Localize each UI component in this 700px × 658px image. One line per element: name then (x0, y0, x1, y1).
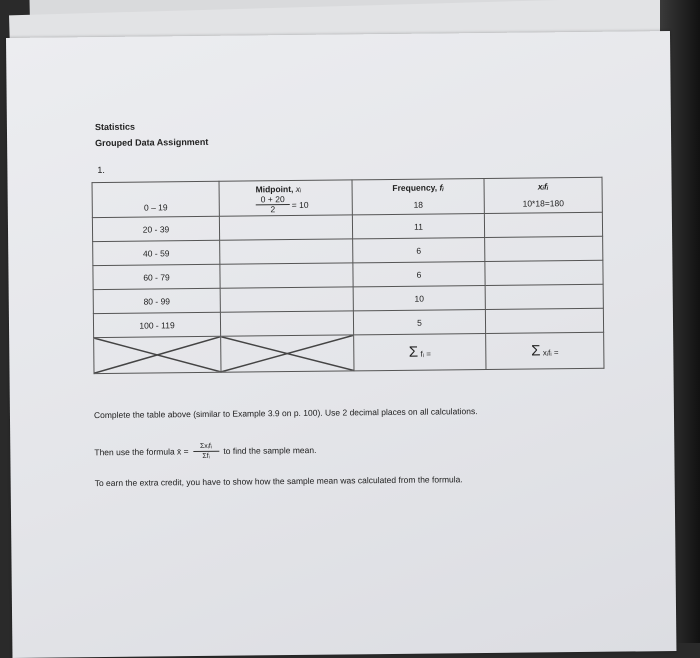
midpoint-cell (219, 215, 352, 240)
crossed-out-cell (221, 335, 354, 372)
midpoint-header-label: Midpoint, (255, 183, 294, 195)
midpoint-cell (220, 311, 353, 336)
frequency-header-var: fᵢ (439, 182, 444, 193)
fraction-numerator: 0 + 20 (256, 195, 290, 205)
course-title: Statistics (94, 121, 136, 133)
interval-cell: 80 - 99 (93, 288, 220, 313)
frequency-cell: 10 (353, 285, 485, 310)
product-cell (485, 284, 603, 309)
crossed-out-cell (94, 336, 221, 373)
frequency-sum-cell (354, 333, 486, 370)
mean-formula-fraction (193, 442, 219, 462)
interval-cell: 100 - 119 (93, 312, 220, 337)
product-cell: 10*18=180 (522, 198, 565, 209)
frequency-cell: 11 (352, 214, 484, 239)
midpoint-example-result: = 10 (291, 199, 309, 211)
product-cell (485, 236, 603, 261)
product-header-label: xᵢfᵢ (537, 181, 549, 192)
product-sum-cell (486, 332, 604, 369)
interval-cell: 20 - 39 (92, 216, 219, 241)
sigma-symbol: Σ (531, 342, 541, 360)
instruction-line: Complete the table above (similar to Example 3.9 on p. 100). Use 2 decimal places on all calculations. (93, 406, 478, 421)
frequency-cell: 6 (353, 237, 485, 262)
instruction-text: Then use the formula x̄ = (94, 446, 189, 458)
midpoint-cell (220, 239, 353, 264)
formula-numerator: Σxᵢfᵢ (193, 442, 219, 452)
midpoint-cell (220, 287, 353, 312)
midpoint-cell (220, 263, 353, 288)
frequency-sum-label: fᵢ = (420, 349, 431, 359)
product-header-cell (484, 177, 602, 213)
frequency-cell: 5 (353, 309, 485, 334)
midpoint-example-fraction (256, 195, 290, 214)
assignment-title: Grouped Data Assignment (95, 136, 209, 149)
interval-cell: 40 - 59 (93, 240, 220, 265)
table-cell (92, 181, 219, 217)
grouped-data-table (92, 177, 605, 374)
question-number: 1. (97, 164, 105, 176)
assignment-page (6, 31, 676, 658)
instruction-line (94, 441, 316, 463)
interval-cell: 0 – 19 (143, 202, 168, 213)
product-cell (485, 260, 603, 285)
product-sum-label: xᵢfᵢ = (542, 348, 559, 358)
frequency-cell: 6 (353, 261, 485, 286)
sigma-symbol: Σ (408, 343, 419, 361)
midpoint-header-var: xᵢ (295, 183, 302, 194)
midpoint-header-cell (219, 180, 352, 216)
product-cell (484, 212, 602, 237)
cross-mark-icon (221, 335, 353, 371)
interval-cell: 60 - 79 (93, 264, 220, 289)
totals-row (94, 332, 604, 373)
frequency-header-label: Frequency, (392, 182, 438, 193)
table-row (92, 177, 602, 217)
frequency-cell: 18 (413, 199, 424, 210)
instruction-text: to find the sample mean. (223, 445, 317, 456)
formula-denominator: Σfᵢ (202, 452, 210, 460)
fraction-denominator: 2 (270, 204, 276, 215)
product-cell (485, 308, 603, 333)
cross-mark-icon (94, 337, 220, 373)
instruction-line: To earn the extra credit, you have to show how the sample mean was calculated from the formula. (94, 474, 463, 489)
frequency-header-cell (352, 179, 484, 215)
